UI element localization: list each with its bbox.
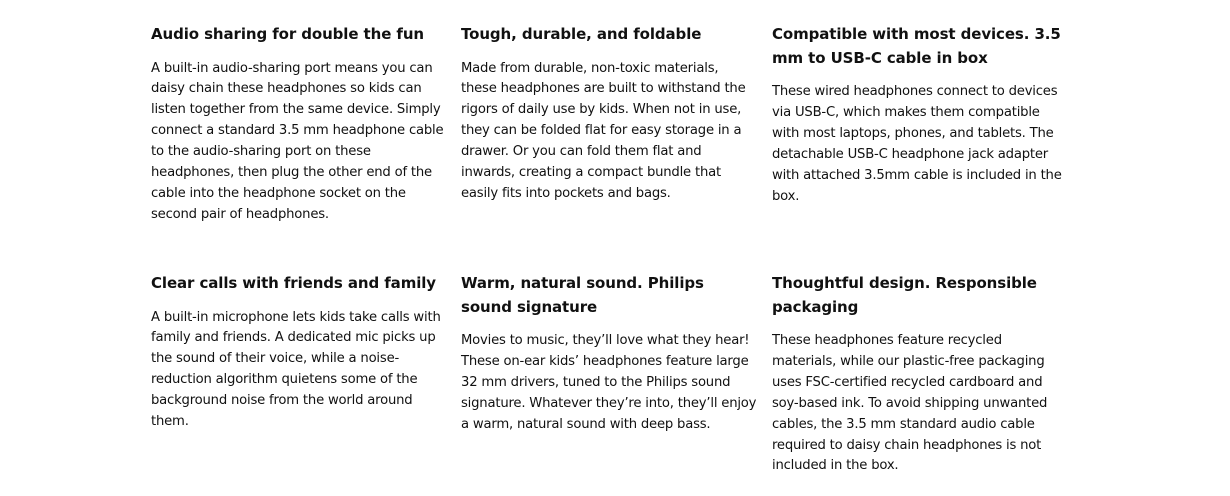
feature-title: Tough, durable, and foldable — [461, 25, 702, 43]
feature-title: Warm, natural sound. Philips sound signature — [461, 274, 704, 316]
feature-description: A built-in audio-sharing port means you can daisy chain these headphones so kids can listen together from the same device. Simply connect a standard 3.5 mm headphone cable to the audio-sharing port on these headphones, then plug the other end of the cable into the headphone socket on the second pair of headphones. — [151, 60, 444, 222]
feature-title: Thoughtful design. Responsible packaging — [772, 274, 1037, 316]
feature-title: Compatible with most devices. 3.5 mm to USB-C cable in box — [772, 25, 1061, 67]
feature-responsible-packaging — [772, 272, 1068, 477]
feature-compatibility — [772, 23, 1068, 207]
feature-description: Made from durable, non-toxic materials, these headphones are built to withstand the rigors of daily use by kids. When not in use, they can be folded flat for easy storage in a drawer. Or you can fold them flat and inwards, creating a compact bundle that easily fits into pockets and bags. — [461, 60, 746, 201]
feature-description: These wired headphones connect to devices via USB-C, which makes them compatible with most laptops, phones, and tablets. The detachable USB-C headphone jack adapter with attached 3.5mm cable is included in the box. — [772, 84, 1062, 204]
feature-durable-foldable — [461, 23, 757, 205]
feature-natural-sound — [461, 272, 757, 436]
feature-description: These headphones feature recycled materials, while our plastic-free packaging uses FSC-certified recycled cardboard and soy-based ink. To avoid shipping unwanted cables, the 3.5 mm standard audio cable required to daisy chain headphones is not included in the box. — [772, 333, 1048, 474]
feature-description: A built-in microphone lets kids take calls with family and friends. A dedicated mic picks up the sound of their voice, while a noise-reduction algorithm quietens some of the background noise from the world around them. — [151, 309, 441, 430]
feature-title: Audio sharing for double the fun — [151, 25, 424, 43]
feature-audio-sharing — [151, 23, 447, 226]
feature-description: Movies to music, they’ll love what they hear! These on-ear kids’ headphones feature large 32 mm drivers, tuned to the Philips sound signature. Whatever they’re into, they’ll enjoy a warm, natural sound with deep bass. — [461, 333, 757, 432]
feature-title: Clear calls with friends and family — [151, 274, 436, 292]
feature-clear-calls — [151, 272, 447, 433]
